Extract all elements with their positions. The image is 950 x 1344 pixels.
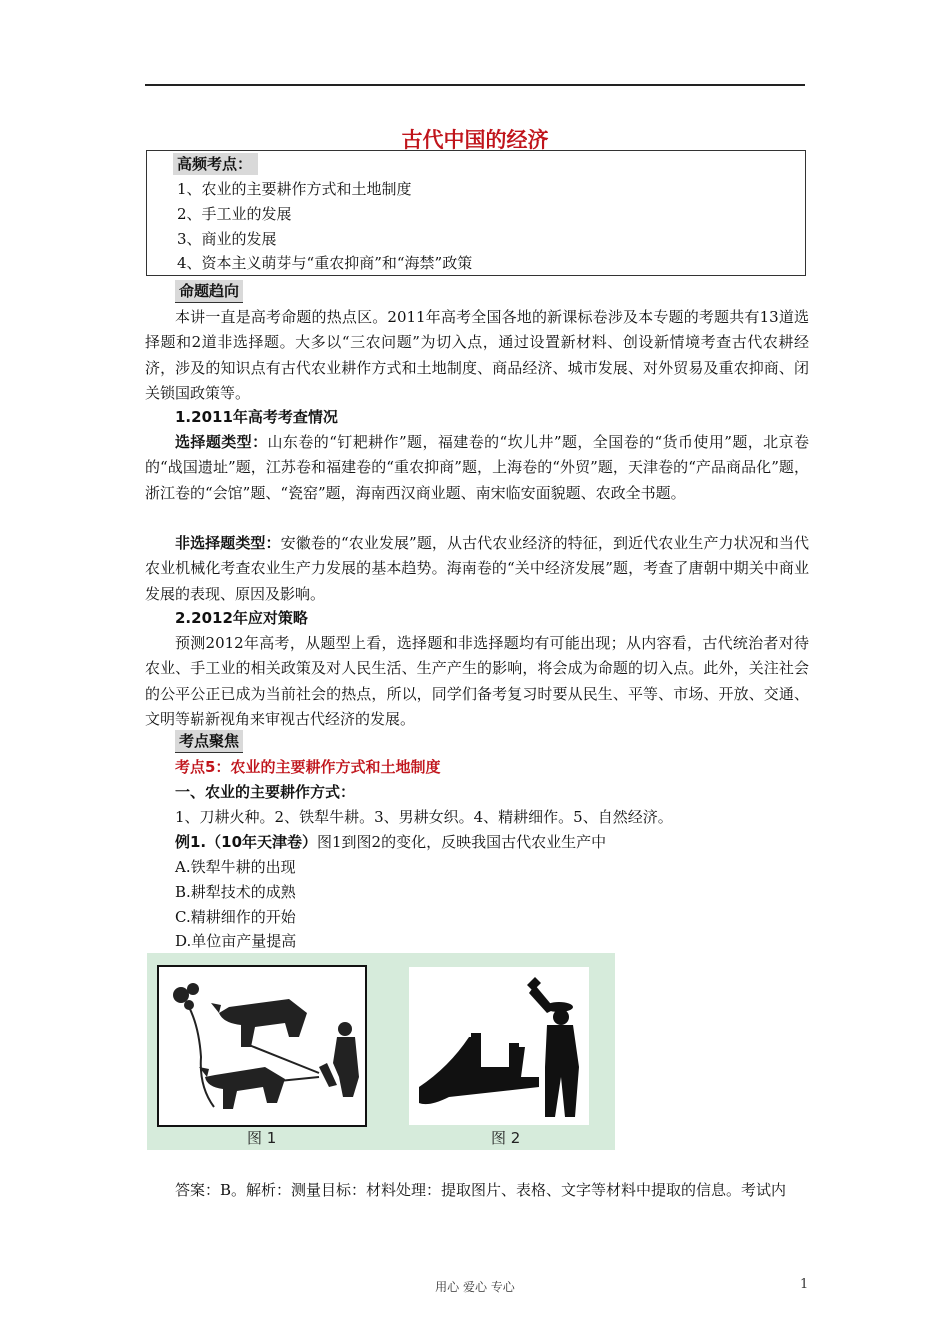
page-title: 古代中国的经济 [401, 128, 549, 152]
highlights-heading: 高频考点： [173, 153, 258, 175]
figure-1-ox-plowing-image [157, 965, 367, 1127]
nonchoice-paragraph [145, 531, 809, 607]
nonchoice-text: 安徽卷的“农业发展”题，从古代农业经济的特征，到近代农业生产力状况和当代农业机械化考查农业生产力发展的基本趋势。海南卷的“关中经济发展”题，考查了唐朝中期关中商业发展的表现、原因及影响。 [145, 534, 809, 603]
highlight-item: 3、商业的发展 [177, 230, 277, 248]
choice-label: 选择题类型： [175, 433, 268, 451]
example-label: 例1.（10年天津卷） [175, 833, 318, 851]
ox-plow-illustration [159, 967, 365, 1125]
nonchoice-label: 非选择题类型： [175, 534, 281, 552]
example-text: 图1到图2的变化，反映我国古代农业生产中 [317, 833, 607, 851]
example-figure [147, 953, 615, 1150]
highlight-item: 2、手工业的发展 [177, 205, 292, 223]
figure-2-plow-image [409, 967, 589, 1125]
plow-farmer-illustration [409, 967, 589, 1125]
point-title: 考点5：农业的主要耕作方式和土地制度 [175, 758, 441, 776]
option-d: D.单位亩产量提高 [175, 932, 297, 950]
sub-title: 一、农业的主要耕作方式： [175, 783, 356, 801]
focus-tag: 考点聚焦 [175, 730, 243, 753]
example-line [175, 830, 606, 854]
choice-paragraph [145, 430, 809, 506]
option-b: B.耕犁技术的成熟 [175, 883, 296, 901]
highlights-box [146, 150, 806, 276]
option-c: C.精耕细作的开始 [175, 908, 296, 926]
highlight-item: 4、资本主义萌芽与“重农抑商”和“海禁”政策 [177, 254, 473, 272]
figure-1-caption: 图 1 [247, 1129, 277, 1147]
highlight-item: 1、农业的主要耕作方式和土地制度 [177, 180, 412, 198]
section-title: 2.2012年应对策略 [175, 609, 308, 627]
figure-2-caption: 图 2 [491, 1129, 521, 1147]
option-a: A.铁犁牛耕的出现 [175, 858, 296, 876]
section-title: 1.2011年高考考查情况 [175, 408, 338, 426]
trend-intro: 本讲一直是高考命题的热点区。2011年高考全国各地的新课标卷涉及本专题的考题共有13道选择题和2道非选择题。大多以“三农问题”为切入点，通过设置新材料、创设新情境考查古代农耕经济，涉及的知识点有古代农业耕作方式和土地制度、商品经济、城市发展、对外贸易及重农抑商、闭关锁国政策等。 [145, 308, 809, 402]
strategy-paragraph: 预测2012年高考，从题型上看，选择题和非选择题均有可能出现；从内容看，古代统治者对待农业、手工业的相关政策及对人民生活、生产产生的影响，将会成为命题的切入点。此外，关注社会的公平公正已成为当前社会的热点，所以，同学们备考复习时要从民生、平等、市场、开放、交通、文明等崭新视角来审视古代经济的发展。 [145, 634, 809, 728]
header-rule [145, 84, 805, 86]
choice-text: 山东卷的“钉耙耕作”题，福建卷的“坎儿井”题，全国卷的“货币使用”题，北京卷的“战国遗址”题，江苏卷和福建卷的“重农抑商”题，上海卷的“外贸”题，天津卷的“产品商品化”题，浙江卷的“会馆”题、“瓷窑”题，海南西汉商业题、南宋临安面貌题、农政全书题。 [145, 433, 809, 502]
methods-line: 1、刀耕火种。2、铁犁牛耕。3、男耕女织。4、精耕细作。5、自然经济。 [175, 808, 673, 826]
footer-slogan: 用心 爱心 专心 [435, 1280, 515, 1294]
page-number: 1 [800, 1277, 809, 1292]
trend-tag: 命题趋向 [175, 280, 243, 303]
answer-line: 答案：B。解析：测量目标：材料处理：提取图片、表格、文字等材料中提取的信息。考试内 [175, 1181, 787, 1199]
